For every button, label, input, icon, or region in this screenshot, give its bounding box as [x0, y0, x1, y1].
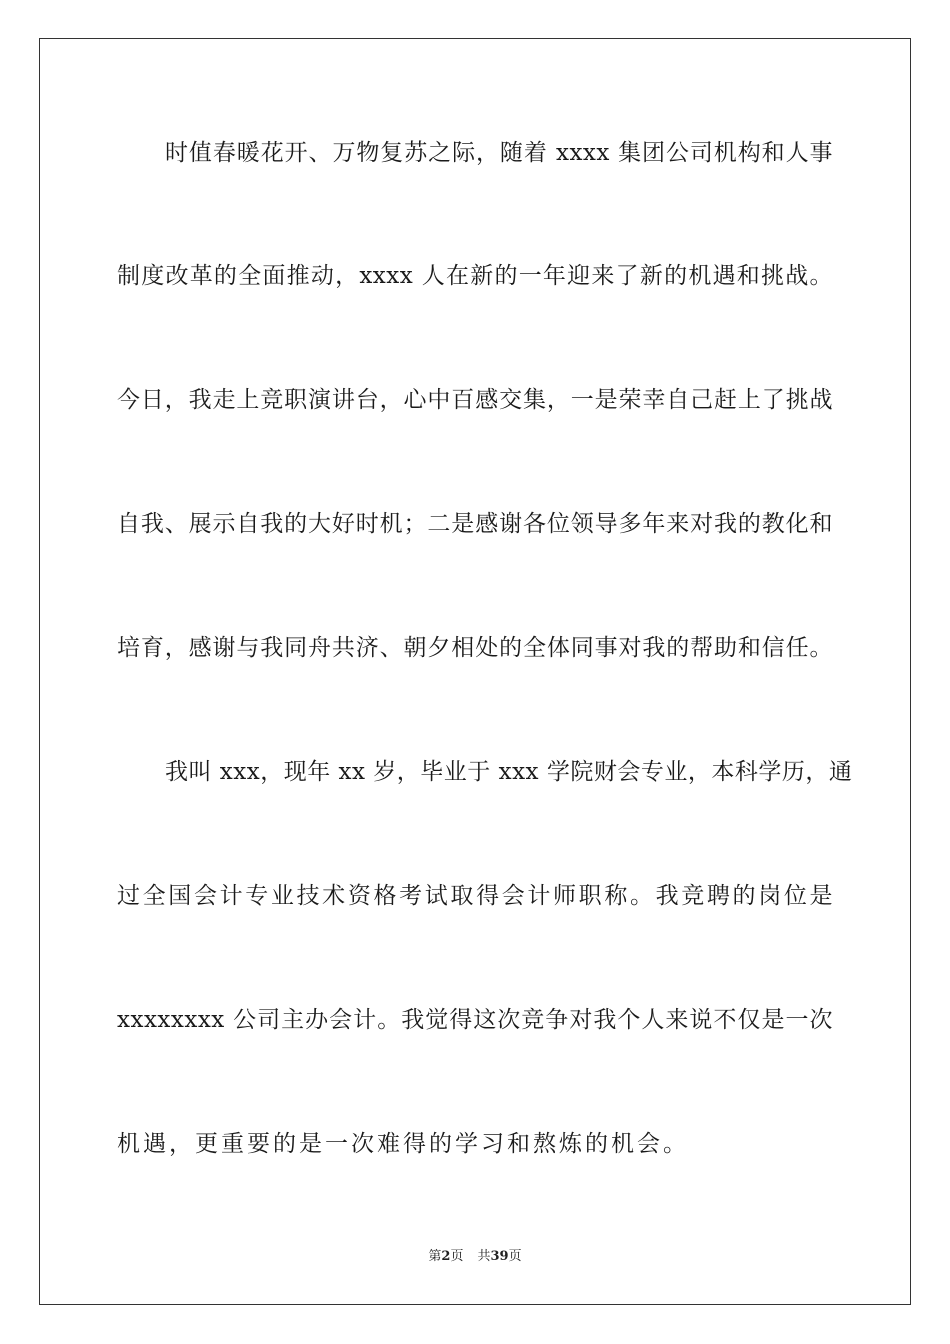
paragraph-2-line-3: xxxxxxxx 公司主办会计。我觉得这次竞争对我个人来说不仅是一次 [117, 1007, 833, 1033]
total-suffix: 页 [508, 1249, 522, 1264]
page-footer [0, 1248, 950, 1266]
paragraph-2-line-1: 我叫 xxx，现年 xx 岁，毕业于 xxx 学院财会专业，本科学历，通 [165, 759, 853, 785]
page-suffix: 页 [450, 1249, 464, 1264]
page-prefix: 第 [428, 1249, 442, 1264]
total-prefix: 共 [477, 1249, 491, 1264]
paragraph-1-line-5: 培育，感谢与我同舟共济、朝夕相处的全体同事对我的帮助和信任。 [117, 635, 833, 661]
paragraph-1-line-4: 自我、展示自我的大好时机；二是感谢各位领导多年来对我的教化和 [117, 511, 833, 537]
page-border [39, 38, 911, 1305]
paragraph-2-line-2: 过全国会计专业技术资格考试取得会计师职称。我竞聘的岗位是 [117, 883, 833, 909]
paragraph-1-line-3: 今日，我走上竞职演讲台，心中百感交集，一是荣幸自己赶上了挑战 [117, 387, 833, 413]
paragraph-1-line-1: 时值春暖花开、万物复苏之际，随着 xxxx 集团公司机构和人事 [165, 140, 833, 166]
total-pages: 39 [490, 1249, 509, 1264]
paragraph-1-line-2: 制度改革的全面推动，xxxx 人在新的一年迎来了新的机遇和挑战。 [117, 263, 833, 289]
page-number: 2 [441, 1249, 451, 1264]
paragraph-2-line-4: 机遇，更重要的是一次难得的学习和熬炼的机会。 [117, 1131, 689, 1157]
